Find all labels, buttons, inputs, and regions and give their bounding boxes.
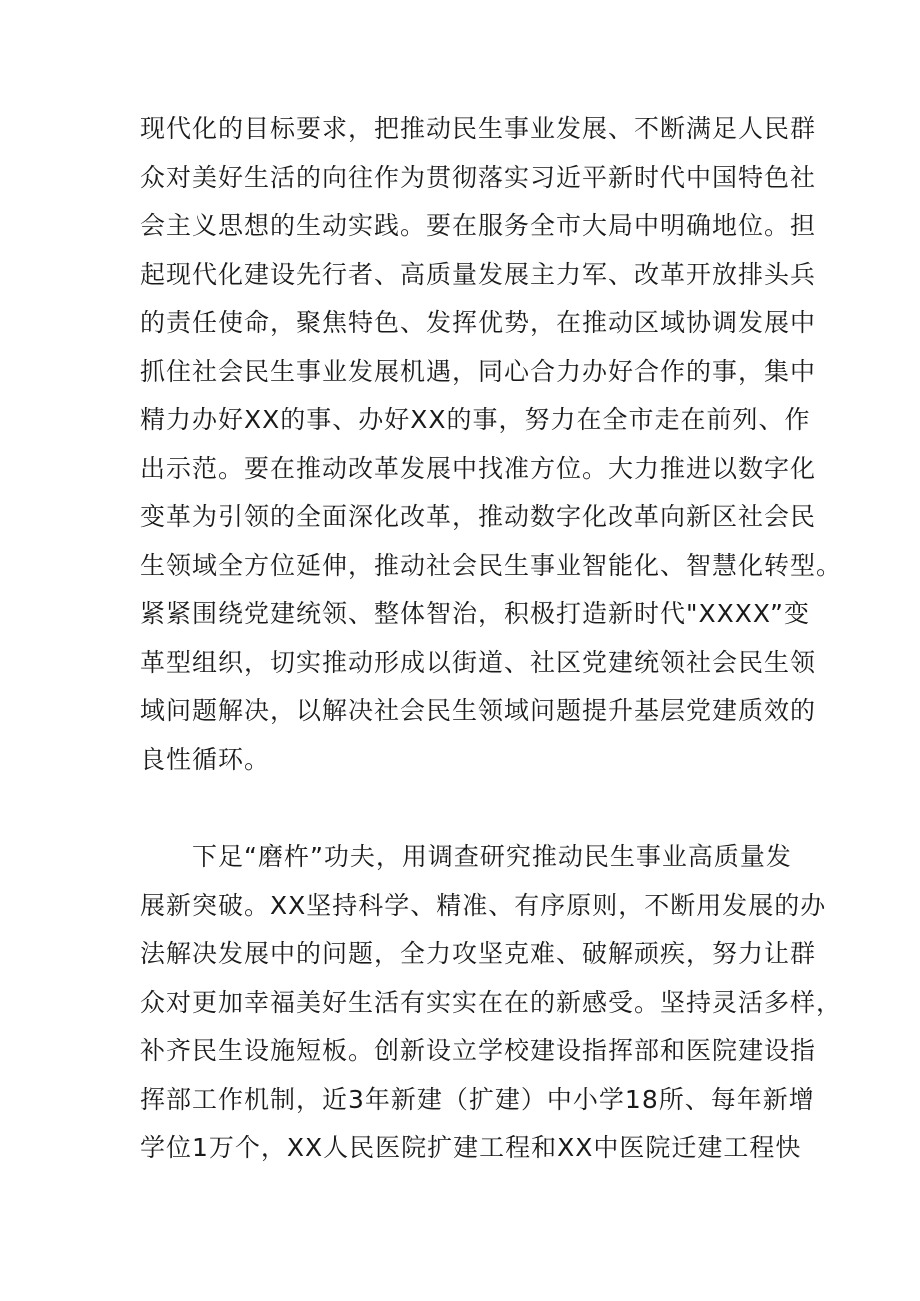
text-line: 抓住社会民生事业发展机遇，同心合力办好合作的事，集中 [140,356,817,386]
text-line: 生领域全方位延伸，推动社会民生事业智能化、智慧化转型。 [140,550,843,580]
text-line: 起现代化建设先行者、高质量发展主力军、改革开放排头兵 [140,259,817,289]
text-line: 的责任使命，聚焦特色、发挥优势，在推动区域协调发展中 [140,308,817,337]
text-line: 紧紧围绕党建统领、整体智治，积极打造新时代"XXXX”变 [140,599,810,628]
paragraph-1 [140,105,843,784]
text-line: 下足“磨杵”功夫，用调查研究推动民生事业高质量发 [192,842,792,871]
text-line: 现代化的目标要求，把推动民生事业发展、不断满足人民群 [140,114,817,143]
text-line: 出示范。要在推动改革发展中找准方位。大力推进以数字化 [140,453,817,483]
text-line: 法解决发展中的问题，全力攻坚克难、破解顽疾，努力让群 [140,939,817,968]
text-line: 众对美好生活的向往作为贯彻落实习近平新时代中国特色社 [140,162,817,192]
text-line: 展新突破。XX坚持科学、精准、有序原则，不断用发展的办 [140,890,827,920]
text-line: 域问题解决，以解决社会民生领域问题提升基层党建质效的 [140,696,817,725]
text-line: 补齐民生设施短板。创新设立学校建设指挥部和医院建设指 [140,1036,817,1065]
text-line: 众对更加幸福美好生活有实实在在的新感受。坚持灵活多样， [140,987,843,1017]
text-line: 革型组织，切实推动形成以街道、社区党建统领社会民生领 [140,647,817,677]
text-line: 学位1万个，XX人民医院扩建工程和XX中医院迁建工程快 [140,1133,802,1162]
text-line: 精力办好XX的事、办好XX的事，努力在全市走在前列、作 [140,405,811,434]
text-line: 挥部工作机制，近3年新建（扩建）中小学18所、每年新增 [140,1084,815,1114]
text-line: 变革为引领的全面深化改革，推动数字化改革向新区社会民 [140,502,817,531]
text-line: 会主义思想的生动实践。要在服务全市大局中明确地位。担 [140,211,817,240]
paragraph-2 [140,833,843,1173]
text-line: 良性循环。 [140,744,271,774]
